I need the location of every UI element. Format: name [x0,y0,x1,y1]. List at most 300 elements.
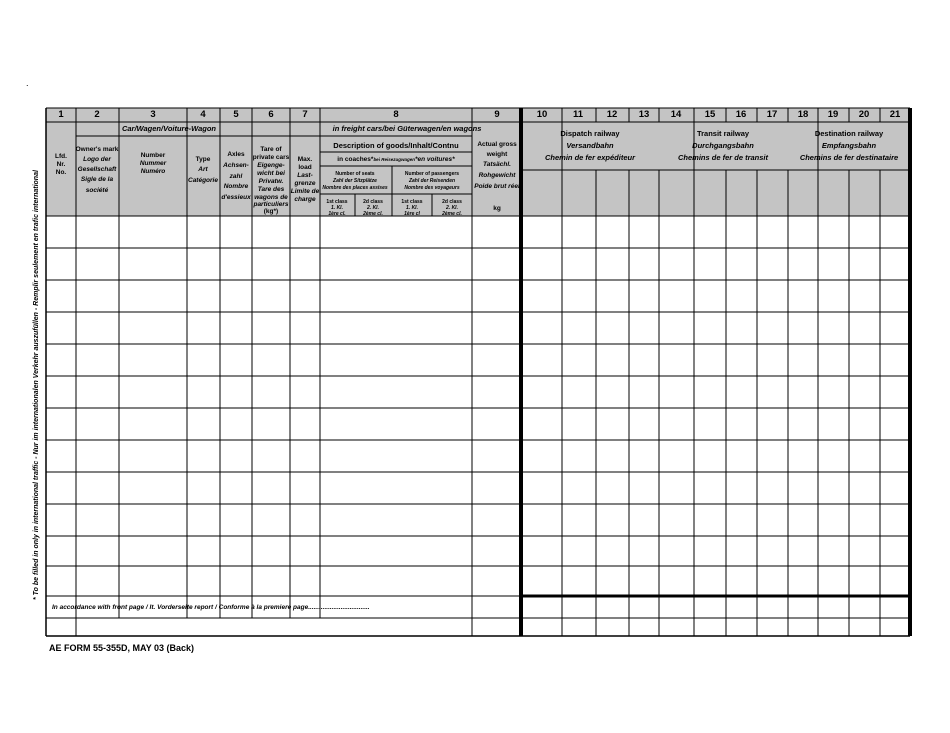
entry-cell[interactable] [76,472,119,504]
total-cell[interactable] [521,596,562,618]
entry-cell[interactable] [726,536,757,566]
entry-cell[interactable] [290,472,320,504]
entry-cell[interactable] [46,216,76,248]
entry-cell[interactable] [659,312,694,344]
col9-line: Poide brut réel [474,183,520,190]
column-number: 13 [638,109,650,120]
entry-cell[interactable] [659,408,694,440]
total-cell[interactable] [849,618,880,636]
entry-cell[interactable] [694,566,726,596]
entry-cell[interactable] [562,536,596,566]
entry-cell[interactable] [521,376,562,408]
entry-cell[interactable] [187,536,220,566]
entry-cell[interactable] [659,536,694,566]
entry-cell[interactable] [521,344,562,376]
entry-cell[interactable] [46,408,76,440]
entry-cell[interactable] [880,344,910,376]
entry-cell[interactable] [472,536,521,566]
entry-cell[interactable] [220,440,252,472]
entry-cell[interactable] [788,408,818,440]
entry-cell[interactable] [818,536,849,566]
entry-cell[interactable] [726,216,757,248]
entry-cell[interactable] [472,408,521,440]
entry-cell[interactable] [472,312,521,344]
entry-cell[interactable] [562,216,596,248]
entry-cell[interactable] [849,566,880,596]
entry-cell[interactable] [880,504,910,536]
entry-cell[interactable] [757,504,788,536]
entry-cell[interactable] [694,440,726,472]
entry-cell[interactable] [818,566,849,596]
entry-cell[interactable] [849,440,880,472]
entry-cell[interactable] [220,312,252,344]
entry-cell[interactable] [694,536,726,566]
entry-cell[interactable] [880,248,910,280]
entry-cell[interactable] [119,312,187,344]
entry-cell[interactable] [521,312,562,344]
entry-cell[interactable] [659,280,694,312]
entry-cell[interactable] [788,504,818,536]
entry-cell[interactable] [596,472,629,504]
entry-cell[interactable] [726,504,757,536]
col3-line: Nummer [139,160,167,167]
entry-cell[interactable] [694,504,726,536]
column-number: 7 [302,109,308,120]
entry-cell[interactable] [596,216,629,248]
entry-cell[interactable] [726,376,757,408]
entry-cell[interactable] [220,408,252,440]
entry-cell[interactable] [788,248,818,280]
entry-cell[interactable] [757,344,788,376]
entry-cell[interactable] [849,536,880,566]
entry-cell[interactable] [629,408,659,440]
entry-cell[interactable] [472,344,521,376]
col6-line: private cars [252,154,290,161]
entry-cell[interactable] [562,440,596,472]
entry-cell[interactable] [788,344,818,376]
entry-cell[interactable] [757,248,788,280]
entry-cell[interactable] [757,408,788,440]
form-id: AE FORM 55-355D, MAY 03 (Back) [49,643,195,653]
total-cell[interactable] [596,596,629,618]
entry-cell[interactable] [757,216,788,248]
entry-cell[interactable] [596,280,629,312]
entry-cell[interactable] [629,440,659,472]
entry-cell[interactable] [220,344,252,376]
entry-cell[interactable] [818,504,849,536]
entry-cell[interactable] [76,440,119,472]
entry-cell[interactable] [694,376,726,408]
entry-cell[interactable] [726,248,757,280]
entry-cell[interactable] [788,376,818,408]
entry-cell[interactable] [596,504,629,536]
total-cell[interactable] [562,596,596,618]
entry-cell[interactable] [290,566,320,596]
entry-cell[interactable] [849,472,880,504]
entry-cell[interactable] [849,408,880,440]
entry-cell[interactable] [119,504,187,536]
entry-cell[interactable] [596,566,629,596]
entry-cell[interactable] [320,376,472,408]
entry-cell[interactable] [252,472,290,504]
entry-cell[interactable] [76,408,119,440]
passengers-line: Zahl der Reisenden [408,178,456,184]
entry-cell[interactable] [629,504,659,536]
entry-cell[interactable] [849,216,880,248]
entry-cell[interactable] [119,536,187,566]
entry-cell[interactable] [757,440,788,472]
entry-cell[interactable] [472,248,521,280]
entry-cell[interactable] [849,312,880,344]
entry-cell[interactable] [187,566,220,596]
dispatch-header: Chemin de fer expéditeur [544,153,636,162]
entry-cell[interactable] [726,344,757,376]
entry-cell[interactable] [320,408,472,440]
column-number: 15 [704,109,716,120]
entry-cell[interactable] [849,344,880,376]
total-cell[interactable] [880,618,910,636]
entry-cell[interactable] [659,440,694,472]
destination-header: Chemins de fer destinataire [799,153,899,162]
entry-cell[interactable] [788,440,818,472]
total-cell[interactable] [659,596,694,618]
entry-cell[interactable] [46,504,76,536]
entry-cell[interactable] [119,216,187,248]
entry-cell[interactable] [521,472,562,504]
entry-cell[interactable] [320,440,472,472]
entry-cell[interactable] [694,280,726,312]
entry-cell[interactable] [880,566,910,596]
entry-cell[interactable] [76,312,119,344]
total-cell[interactable] [788,596,818,618]
entry-cell[interactable] [220,566,252,596]
entry-cell[interactable] [320,472,472,504]
entry-cell[interactable] [818,216,849,248]
entry-cell[interactable] [472,280,521,312]
entry-cell[interactable] [596,408,629,440]
total-cell[interactable] [659,618,694,636]
entry-cell[interactable] [521,536,562,566]
entry-cell[interactable] [220,216,252,248]
entry-cell[interactable] [472,376,521,408]
entry-cell[interactable] [880,440,910,472]
entry-cell[interactable] [290,440,320,472]
entry-cell[interactable] [290,536,320,566]
entry-cell[interactable] [320,504,472,536]
total-cell[interactable] [726,596,757,618]
entry-cell[interactable] [629,344,659,376]
car-group-header: Car/Wagen/Voiture-Wagon [121,124,217,133]
entry-cell[interactable] [320,566,472,596]
col6-line: Privatw. [258,178,284,185]
entry-cell[interactable] [629,216,659,248]
entry-cell[interactable] [220,472,252,504]
entry-cell[interactable] [659,344,694,376]
entry-cell[interactable] [187,248,220,280]
entry-cell[interactable] [220,536,252,566]
entry-cell[interactable] [659,504,694,536]
entry-cell[interactable] [596,536,629,566]
entry-cell[interactable] [320,536,472,566]
entry-cell[interactable] [694,216,726,248]
entry-cell[interactable] [629,566,659,596]
total-cell[interactable] [629,596,659,618]
total-cell[interactable] [788,618,818,636]
entry-cell[interactable] [562,472,596,504]
entry-cell[interactable] [726,408,757,440]
entry-cell[interactable] [472,472,521,504]
entry-cell[interactable] [880,216,910,248]
entry-cell[interactable] [596,376,629,408]
entry-cell[interactable] [788,312,818,344]
entry-cell[interactable] [46,440,76,472]
entry-cell[interactable] [220,504,252,536]
entry-cell[interactable] [596,248,629,280]
entry-cell[interactable] [320,344,472,376]
entry-cell[interactable] [659,248,694,280]
entry-cell[interactable] [562,376,596,408]
entry-cell[interactable] [818,440,849,472]
entry-cell[interactable] [252,248,290,280]
entry-cell[interactable] [521,216,562,248]
entry-cell[interactable] [521,280,562,312]
entry-cell[interactable] [629,376,659,408]
entry-cell[interactable] [788,536,818,566]
entry-cell[interactable] [629,312,659,344]
entry-cell[interactable] [290,280,320,312]
entry-cell[interactable] [757,280,788,312]
total-cell[interactable] [757,618,788,636]
entry-cell[interactable] [46,536,76,566]
entry-cell[interactable] [119,472,187,504]
entry-cell[interactable] [521,566,562,596]
entry-cell[interactable] [788,280,818,312]
entry-cell[interactable] [252,408,290,440]
transit-header: Durchgangsbahn [692,141,754,150]
entry-cell[interactable] [726,566,757,596]
entry-cell[interactable] [252,376,290,408]
entry-cell[interactable] [472,216,521,248]
entry-cell[interactable] [694,408,726,440]
entry-cell[interactable] [252,440,290,472]
entry-cell[interactable] [788,216,818,248]
entry-cell[interactable] [788,472,818,504]
entry-cell[interactable] [187,504,220,536]
entry-cell[interactable] [726,472,757,504]
entry-cell[interactable] [818,408,849,440]
entry-cell[interactable] [818,248,849,280]
entry-cell[interactable] [757,312,788,344]
entry-cell[interactable] [46,566,76,596]
col9-line: Actual gross [477,141,517,148]
entry-cell[interactable] [521,408,562,440]
entry-cell[interactable] [119,248,187,280]
entry-cell[interactable] [880,536,910,566]
entry-cell[interactable] [726,312,757,344]
entry-cell[interactable] [290,344,320,376]
entry-cell[interactable] [880,280,910,312]
entry-cell[interactable] [818,472,849,504]
entry-cell[interactable] [849,376,880,408]
entry-cell[interactable] [76,536,119,566]
entry-cell[interactable] [290,504,320,536]
entry-cell[interactable] [880,408,910,440]
transit-header: Transit railway [696,129,750,138]
entry-cell[interactable] [757,566,788,596]
entry-cell[interactable] [252,216,290,248]
entry-cell[interactable] [849,248,880,280]
entry-cell[interactable] [521,248,562,280]
entry-cell[interactable] [76,280,119,312]
entry-cell[interactable] [562,344,596,376]
entry-cell[interactable] [290,312,320,344]
total-cell[interactable] [694,596,726,618]
entry-cell[interactable] [880,312,910,344]
entry-cell[interactable] [46,472,76,504]
entry-cell[interactable] [119,566,187,596]
entry-cell[interactable] [849,504,880,536]
entry-cell[interactable] [187,344,220,376]
entry-cell[interactable] [46,312,76,344]
entry-cell[interactable] [596,344,629,376]
first-class-line: 1. Kl. [406,205,418,211]
entry-cell[interactable] [694,472,726,504]
entry-cell[interactable] [629,536,659,566]
entry-cell[interactable] [220,248,252,280]
entry-cell[interactable] [320,216,472,248]
entry-cell[interactable] [726,440,757,472]
total-cell[interactable] [849,596,880,618]
entry-cell[interactable] [788,566,818,596]
entry-cell[interactable] [119,280,187,312]
total-cell[interactable] [818,596,849,618]
entry-cell[interactable] [562,248,596,280]
entry-cell[interactable] [596,440,629,472]
entry-cell[interactable] [320,248,472,280]
entry-cell[interactable] [849,280,880,312]
side-note: * To be filled in only in international traffic - Nur im internationalen Verkehr auszufüllen - Remplir seulement en trafic international [33,170,40,600]
total-cell[interactable] [726,618,757,636]
entry-cell[interactable] [46,344,76,376]
entry-cell[interactable] [46,248,76,280]
total-cell[interactable] [629,618,659,636]
entry-cell[interactable] [472,504,521,536]
entry-cell[interactable] [818,344,849,376]
entry-cell[interactable] [757,472,788,504]
entry-cell[interactable] [629,280,659,312]
entry-cell[interactable] [629,248,659,280]
entry-cell[interactable] [757,536,788,566]
entry-cell[interactable] [818,376,849,408]
entry-cell[interactable] [46,376,76,408]
destination-header: Destination railway [814,129,884,138]
entry-cell[interactable] [187,280,220,312]
entry-cell[interactable] [290,248,320,280]
total-cell[interactable] [818,618,849,636]
entry-cell[interactable] [290,216,320,248]
entry-cell[interactable] [76,566,119,596]
total-cell[interactable] [694,618,726,636]
entry-cell[interactable] [694,248,726,280]
entry-cell[interactable] [76,376,119,408]
entry-cell[interactable] [562,566,596,596]
entry-cell[interactable] [694,344,726,376]
entry-grid[interactable] [46,216,910,636]
entry-cell[interactable] [187,312,220,344]
entry-cell[interactable] [694,312,726,344]
column-number: 11 [572,109,584,120]
entry-cell[interactable] [629,472,659,504]
entry-cell[interactable] [46,280,76,312]
entry-cell[interactable] [596,312,629,344]
column-number: 21 [889,109,901,120]
total-cell[interactable] [880,596,910,618]
entry-cell[interactable] [659,216,694,248]
entry-cell[interactable] [818,280,849,312]
entry-cell[interactable] [76,216,119,248]
entry-cell[interactable] [818,312,849,344]
entry-cell[interactable] [659,472,694,504]
entry-cell[interactable] [220,280,252,312]
entry-cell[interactable] [252,280,290,312]
entry-cell[interactable] [290,408,320,440]
entry-cell[interactable] [562,280,596,312]
entry-cell[interactable] [119,408,187,440]
entry-cell[interactable] [252,566,290,596]
entry-cell[interactable] [562,408,596,440]
total-cell[interactable] [562,618,596,636]
column-number: 19 [827,109,839,120]
entry-cell[interactable] [187,408,220,440]
entry-cell[interactable] [562,312,596,344]
dispatch-header: Dispatch railway [560,129,620,138]
total-cell[interactable] [596,618,629,636]
entry-cell[interactable] [119,376,187,408]
entry-cell[interactable] [252,536,290,566]
entry-cell[interactable] [521,504,562,536]
entry-cell[interactable] [562,504,596,536]
entry-cell[interactable] [119,440,187,472]
entry-cell[interactable] [472,440,521,472]
entry-cell[interactable] [252,344,290,376]
entry-cell[interactable] [76,248,119,280]
entry-cell[interactable] [187,216,220,248]
entry-cell[interactable] [880,376,910,408]
entry-cell[interactable] [290,376,320,408]
entry-cell[interactable] [76,344,119,376]
entry-cell[interactable] [320,312,472,344]
entry-cell[interactable] [252,504,290,536]
entry-cell[interactable] [119,344,187,376]
entry-cell[interactable] [880,472,910,504]
entry-cell[interactable] [320,280,472,312]
entry-cell[interactable] [726,280,757,312]
entry-cell[interactable] [521,440,562,472]
entry-cell[interactable] [659,566,694,596]
entry-cell[interactable] [757,376,788,408]
entry-cell[interactable] [472,566,521,596]
total-cell[interactable] [757,596,788,618]
total-cell[interactable] [521,618,562,636]
entry-cell[interactable] [187,472,220,504]
entry-cell[interactable] [187,376,220,408]
entry-cell[interactable] [252,312,290,344]
entry-cell[interactable] [220,376,252,408]
entry-cell[interactable] [76,504,119,536]
entry-cell[interactable] [659,376,694,408]
entry-cell[interactable] [187,440,220,472]
footer-cell[interactable] [46,618,472,636]
